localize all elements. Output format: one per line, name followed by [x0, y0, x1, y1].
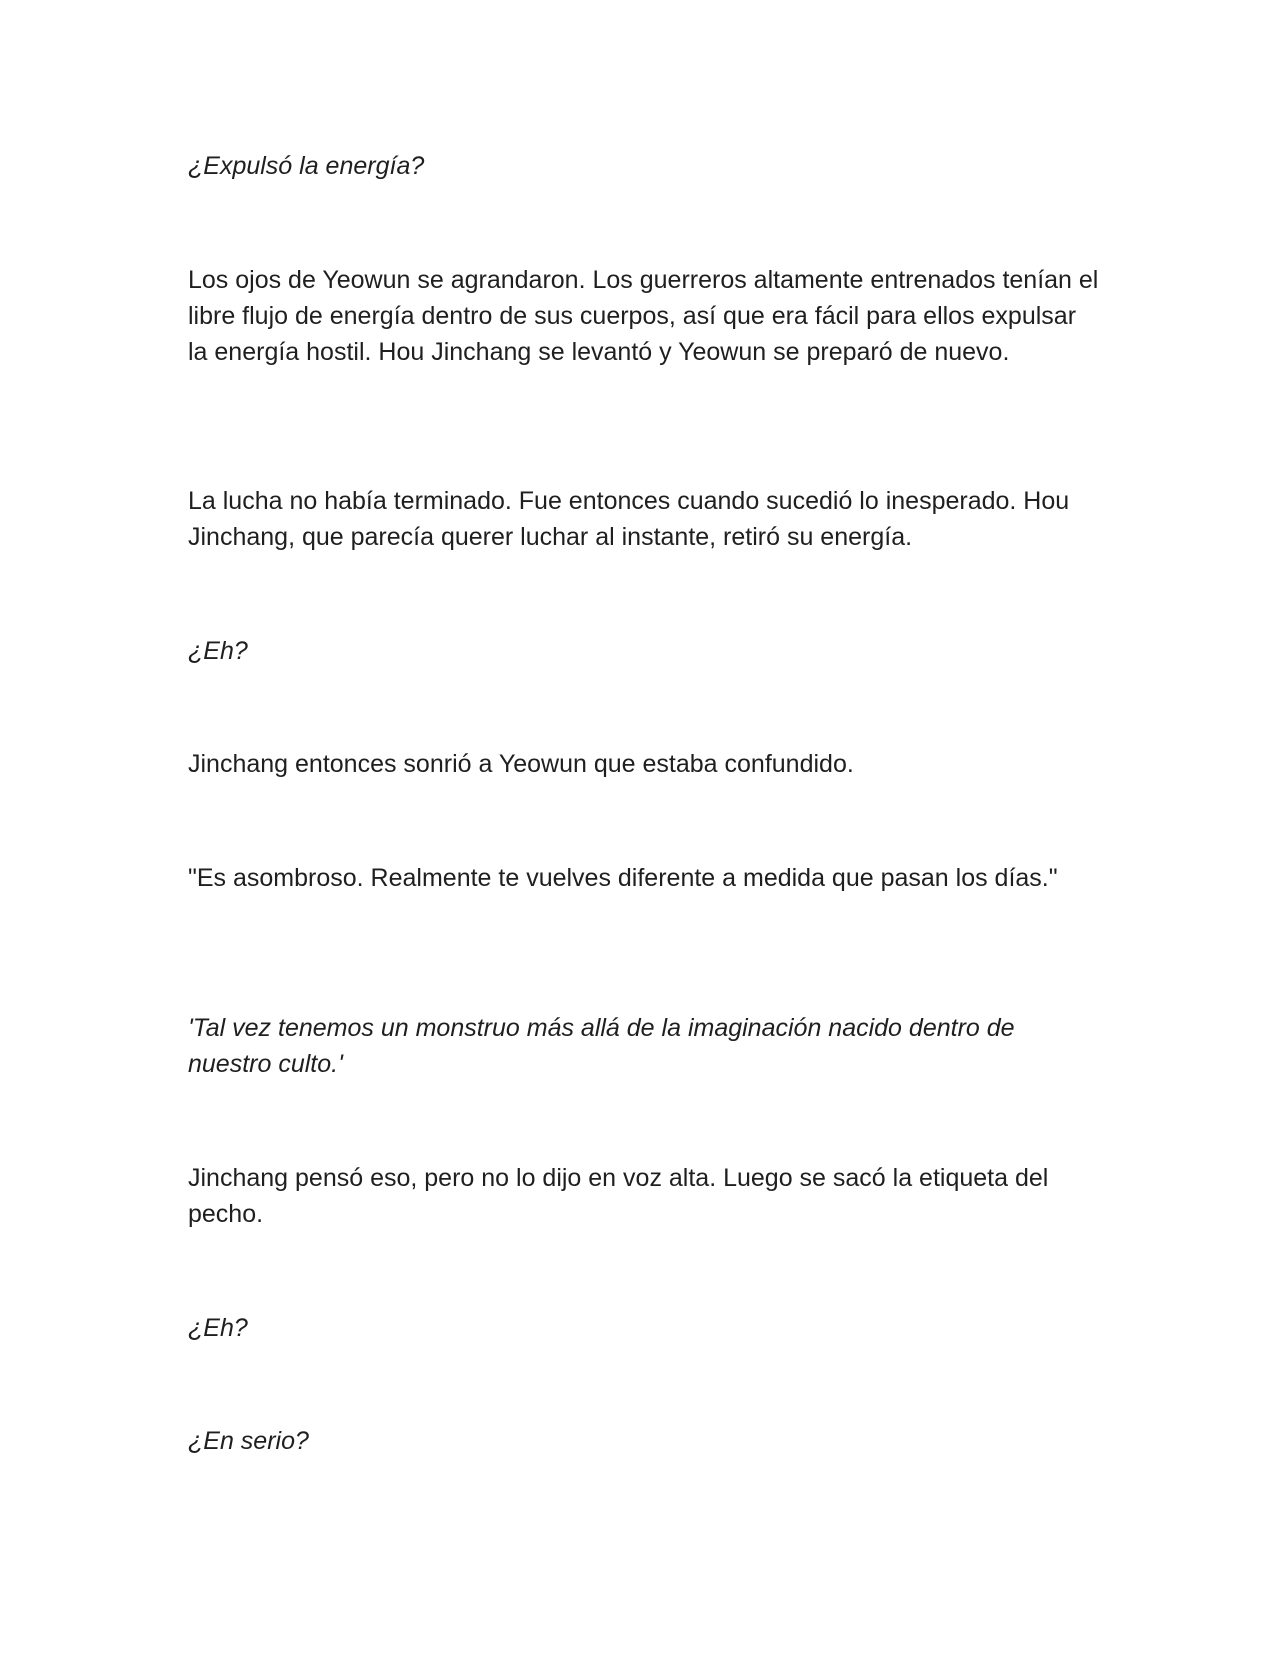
paragraph-eh-2: ¿Eh?	[188, 1314, 248, 1342]
paragraph-monstruo-thought: 'Tal vez tenemos un monstruo más allá de la imaginación nacido dentro de nuestro culto.'	[188, 1014, 1015, 1078]
paragraph-lucha: La lucha no había terminado. Fue entonces cuando sucedió lo inesperado. Hou Jinchang, que parecía querer luchar al instante, retiró su energía.	[188, 487, 1070, 551]
paragraph-jinchang-penso: Jinchang pensó eso, pero no lo dijo en voz alta. Luego se sacó la etiqueta del pecho.	[188, 1164, 1049, 1228]
paragraph-jinchang-sonrio: Jinchang entonces sonrió a Yeowun que estaba confundido.	[188, 750, 854, 778]
paragraph-en-serio: ¿En serio?	[188, 1427, 309, 1455]
paragraph-ojos-yeowun: Los ojos de Yeowun se agrandaron. Los guerreros altamente entrenados tenían el libre flujo de energía dentro de sus cuerpos, así que era fácil para ellos expulsar la energía hostil. Hou Jinchang se levantó y Yeowun se preparó de nuevo.	[188, 266, 1099, 366]
paragraph-asombroso-quote: "Es asombroso. Realmente te vuelves diferente a medida que pasan los días."	[188, 864, 1058, 892]
paragraph-eh-1: ¿Eh?	[188, 637, 248, 665]
paragraph-expulso: ¿Expulsó la energía?	[188, 152, 425, 180]
